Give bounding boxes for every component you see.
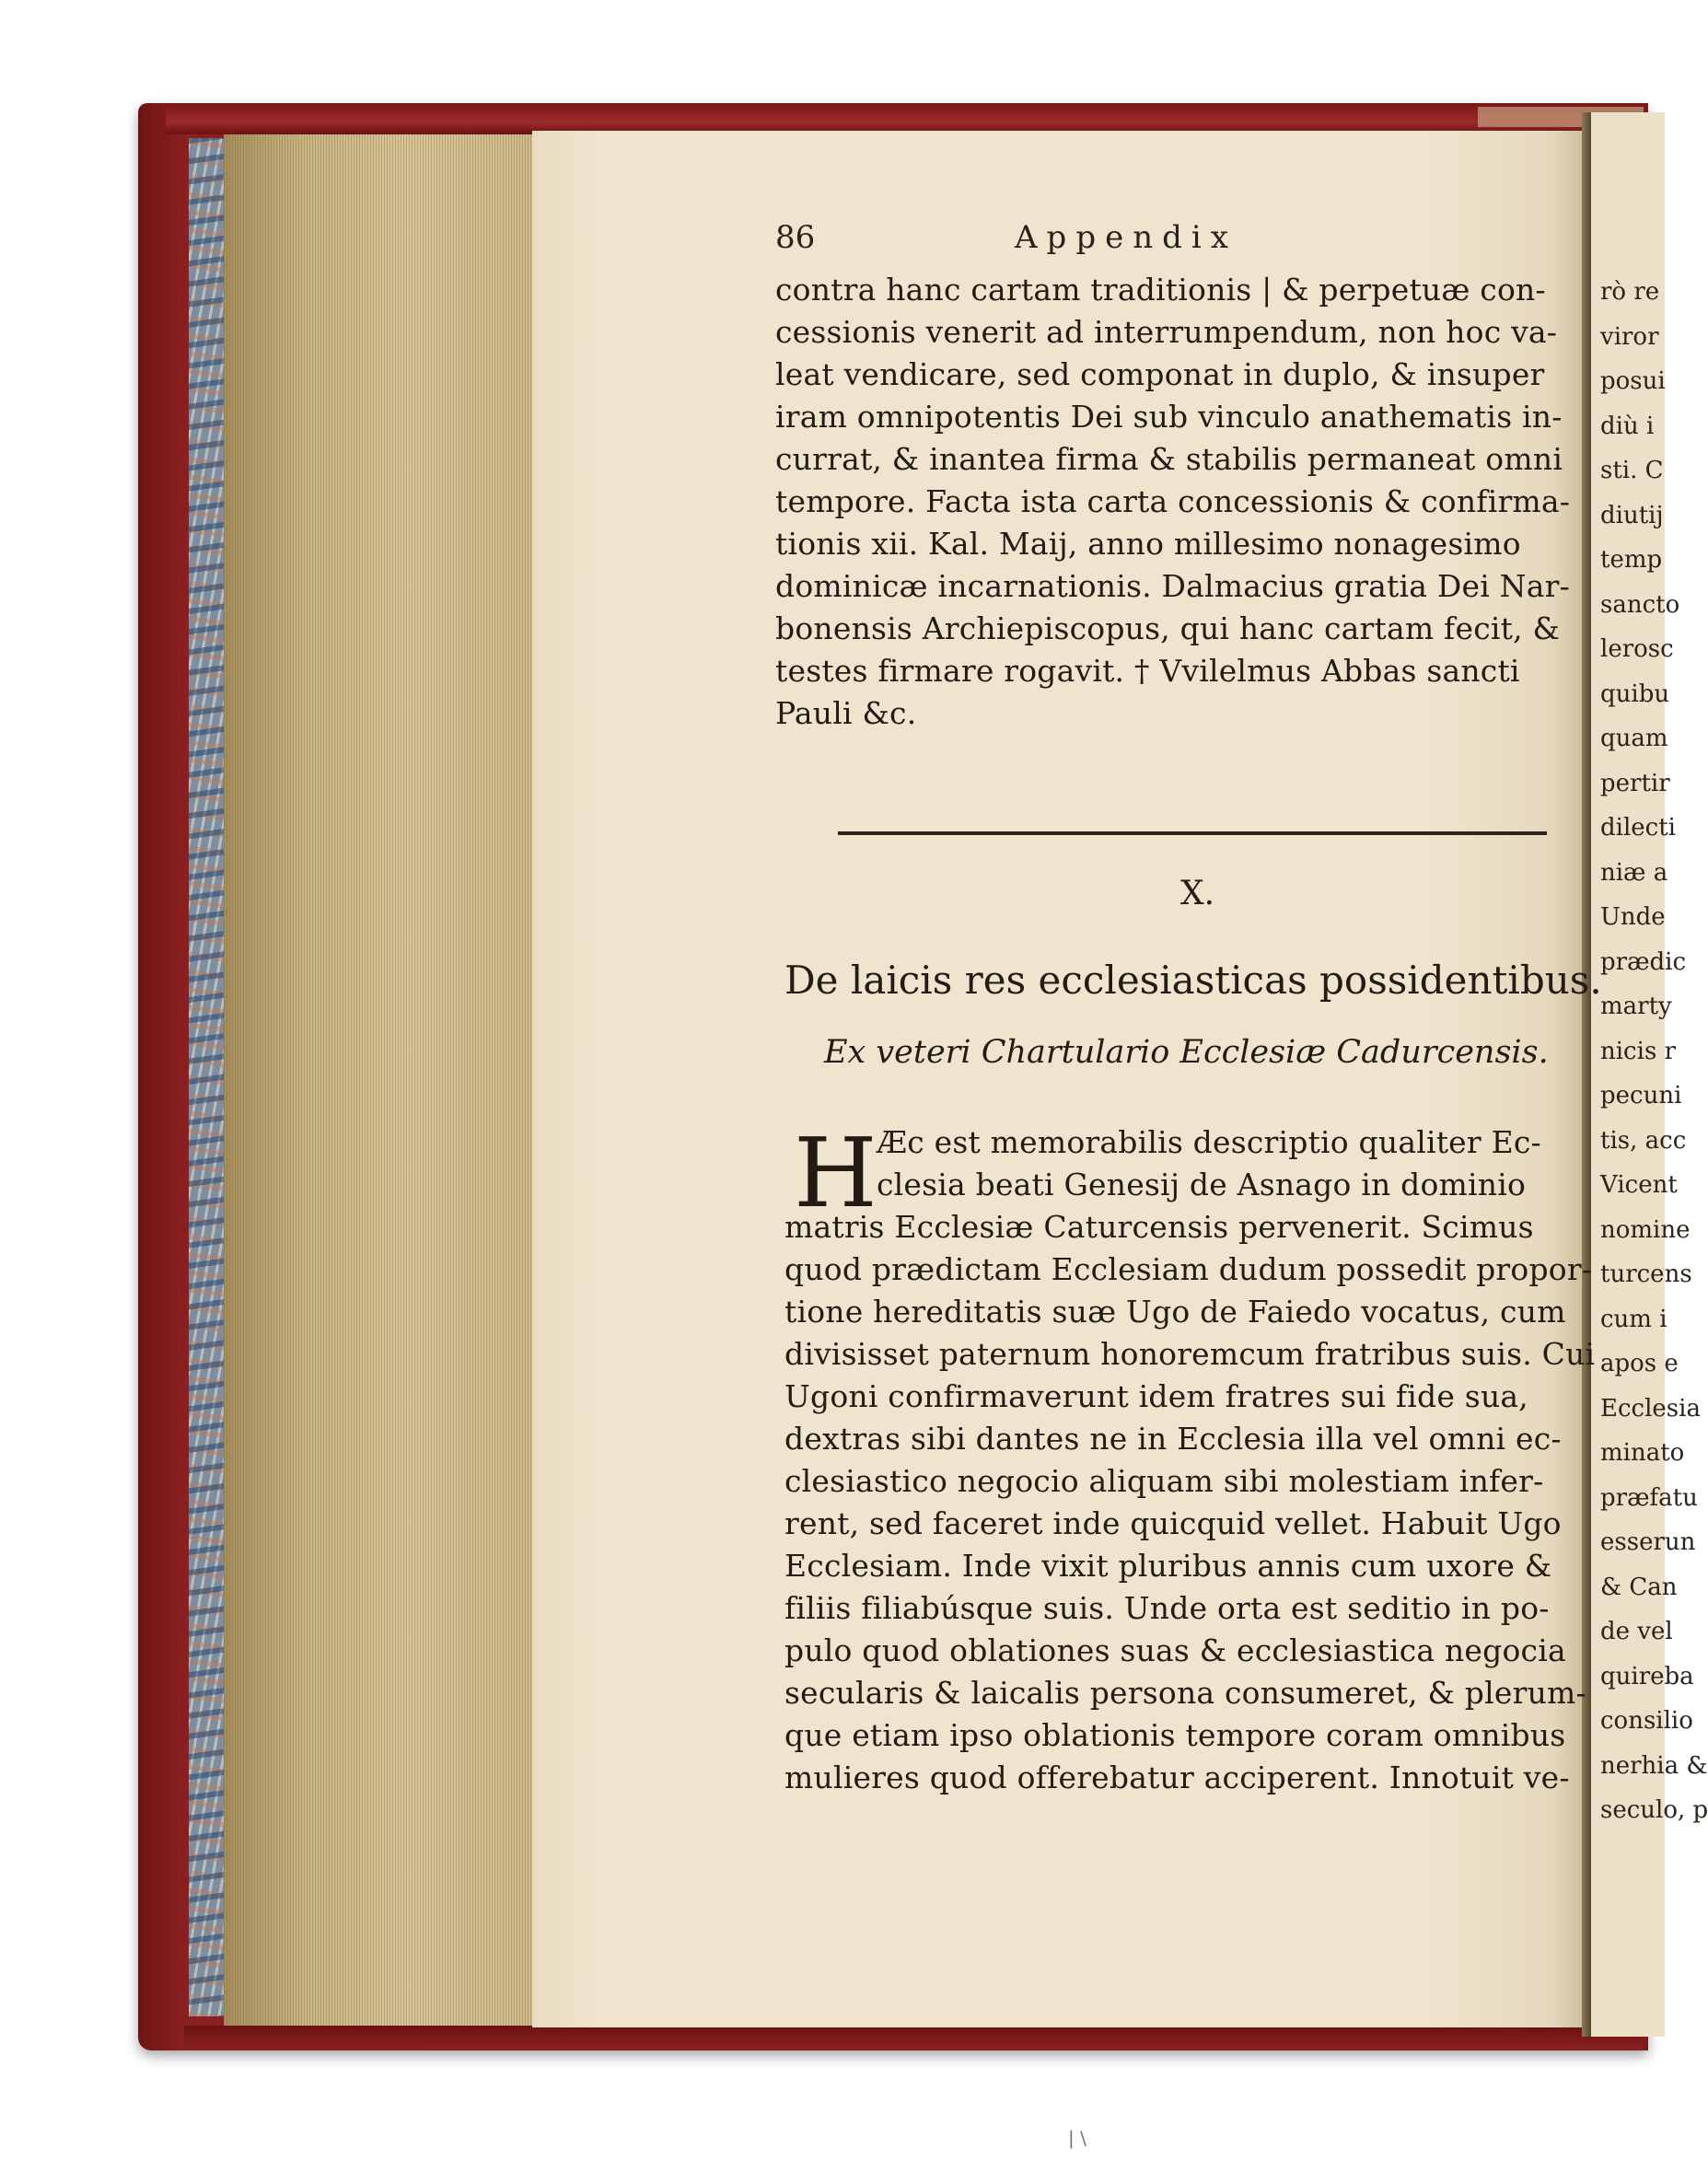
text-line: pulo quod oblationes suas & ecclesiastica negocia bbox=[784, 1632, 1566, 1668]
text-line: divisisset paternum honoremcum fratribus suis. Cui bbox=[784, 1336, 1596, 1372]
next-page-fragment: turcens bbox=[1600, 1260, 1692, 1288]
next-page-fragment: pertir bbox=[1600, 769, 1670, 797]
next-page-fragment: & Can bbox=[1600, 1573, 1678, 1601]
text-line: Æc est memorabilis descriptio qualiter Ec- bbox=[877, 1124, 1541, 1160]
marbled-endpaper bbox=[189, 138, 224, 2016]
next-page-fragment: seculo, p bbox=[1600, 1796, 1708, 1824]
page-block-edges bbox=[224, 134, 532, 2026]
next-page-fragment: minato bbox=[1600, 1439, 1685, 1467]
text-line: Pauli &c. bbox=[775, 695, 917, 731]
next-page-fragment: marty bbox=[1600, 993, 1672, 1020]
next-page-fragment: posui bbox=[1600, 367, 1666, 395]
next-page-fragment: sancto bbox=[1600, 590, 1680, 619]
cover-bottom-edge bbox=[184, 2026, 1644, 2050]
next-page-fragment: cum i bbox=[1600, 1305, 1667, 1333]
next-page-fragment: nerhia & bbox=[1600, 1751, 1708, 1780]
next-page-fragment: rò re bbox=[1600, 278, 1660, 306]
text-line: dominicæ incarnationis. Dalmacius gratia Dei Nar- bbox=[775, 568, 1570, 604]
page-header bbox=[775, 219, 1328, 260]
text-line: filiis filiabúsque suis. Unde orta est seditio in po- bbox=[784, 1590, 1550, 1626]
text-line: tionis xii. Kal. Maij, anno millesimo nonagesimo bbox=[775, 526, 1521, 562]
text-line: contra hanc cartam traditionis | & perpetuæ con- bbox=[775, 272, 1546, 308]
next-page-fragment: niæ a bbox=[1600, 858, 1668, 887]
next-page-fragment: pecuni bbox=[1600, 1082, 1682, 1109]
next-page-fragment: sti. C bbox=[1600, 457, 1664, 484]
next-page-fragment: diutij bbox=[1600, 501, 1664, 529]
cover-top-edge bbox=[166, 103, 1644, 134]
text-line: secularis & laicalis persona consumeret, & plerum- bbox=[784, 1675, 1586, 1711]
next-page-fragment: esserun bbox=[1600, 1528, 1696, 1556]
next-page-fragment: Unde bbox=[1600, 903, 1666, 931]
text-line: rent, sed faceret inde quicquid vellet. Habuit Ugo bbox=[784, 1505, 1562, 1541]
text-line: clesiastico negocio aliquam sibi molestiam infer- bbox=[784, 1463, 1544, 1499]
text-line: Ugoni confirmaverunt idem fratres sui fide sua, bbox=[784, 1378, 1528, 1414]
next-page-fragment: prædic bbox=[1600, 947, 1687, 976]
text-line: clesia beati Genesij de Asnago in dominio bbox=[877, 1167, 1527, 1202]
next-page-fragment: dilecti bbox=[1600, 814, 1676, 842]
text-line: que etiam ipso oblationis tempore coram omnibus bbox=[784, 1717, 1566, 1753]
next-page-fragment: tis, acc bbox=[1600, 1126, 1687, 1155]
text-line: bonensis Archiepiscopus, qui hanc cartam fecit, & bbox=[775, 610, 1561, 646]
bottom-mark: | \ bbox=[1068, 2127, 1086, 2149]
text-line: tione hereditatis suæ Ugo de Faiedo vocatus, cum bbox=[784, 1294, 1566, 1330]
next-page-fragment: Vicent bbox=[1600, 1171, 1678, 1199]
next-page-fragment: præfatu bbox=[1600, 1483, 1698, 1512]
next-page-fragment: de vel bbox=[1600, 1618, 1673, 1645]
text-line: dextras sibi dantes ne in Ecclesia illa vel omni ec- bbox=[784, 1421, 1562, 1457]
text-line: iram omnipotentis Dei sub vinculo anathematis in- bbox=[775, 399, 1563, 435]
next-page-fragment: lerosc bbox=[1600, 635, 1674, 663]
text-line: cessionis venerit ad interrumpendum, non hoc va- bbox=[775, 314, 1558, 350]
section-title: De laicis res ecclesiasticas possidentibus. bbox=[784, 958, 1602, 1003]
text-line: Ecclesiam. Inde vixit pluribus annis cum uxore & bbox=[784, 1548, 1552, 1584]
next-page-fragment: quam bbox=[1600, 725, 1668, 752]
text-line: mulieres quod offerebatur acciperent. Innotuit ve- bbox=[784, 1760, 1570, 1795]
text-line: currat, & inantea firma & stabilis permaneat omni bbox=[775, 441, 1563, 477]
text-line: quod prædictam Ecclesiam dudum possedit propor- bbox=[784, 1251, 1593, 1287]
next-page-fragment: Ecclesia bbox=[1600, 1394, 1701, 1423]
next-page-fragment: temp bbox=[1600, 546, 1663, 574]
next-page-fragment: nomine bbox=[1600, 1215, 1691, 1244]
next-page-edge bbox=[1591, 112, 1708, 2037]
drop-cap: H bbox=[794, 1117, 877, 1229]
text-line: leat vendicare, sed componat in duplo, & insuper bbox=[775, 356, 1545, 392]
text-line: testes firmare rogavit. † Vvilelmus Abbas sancti bbox=[775, 653, 1520, 689]
next-page-fragment: quibu bbox=[1600, 679, 1670, 708]
next-page-fragment: nicis r bbox=[1600, 1037, 1676, 1065]
section-source: Ex veteri Chartulario Ecclesiæ Cadurcensis. bbox=[824, 1034, 1549, 1071]
page-number: 86 bbox=[775, 219, 816, 256]
text-line: matris Ecclesiæ Caturcensis pervenerit. Scimus bbox=[784, 1209, 1534, 1245]
next-page-fragment: apos e bbox=[1600, 1350, 1679, 1377]
next-page-fragment: consilio bbox=[1600, 1707, 1693, 1735]
running-title: Appendix bbox=[1015, 219, 1237, 256]
next-page-fragment: quireba bbox=[1600, 1662, 1694, 1690]
text-line: tempore. Facta ista carta concessionis & confirma- bbox=[775, 483, 1571, 519]
section-divider-rule bbox=[838, 831, 1547, 835]
next-page-fragment: viror bbox=[1600, 322, 1659, 351]
section-number: X. bbox=[1180, 875, 1215, 912]
next-page-fragment: diù i bbox=[1600, 412, 1655, 440]
